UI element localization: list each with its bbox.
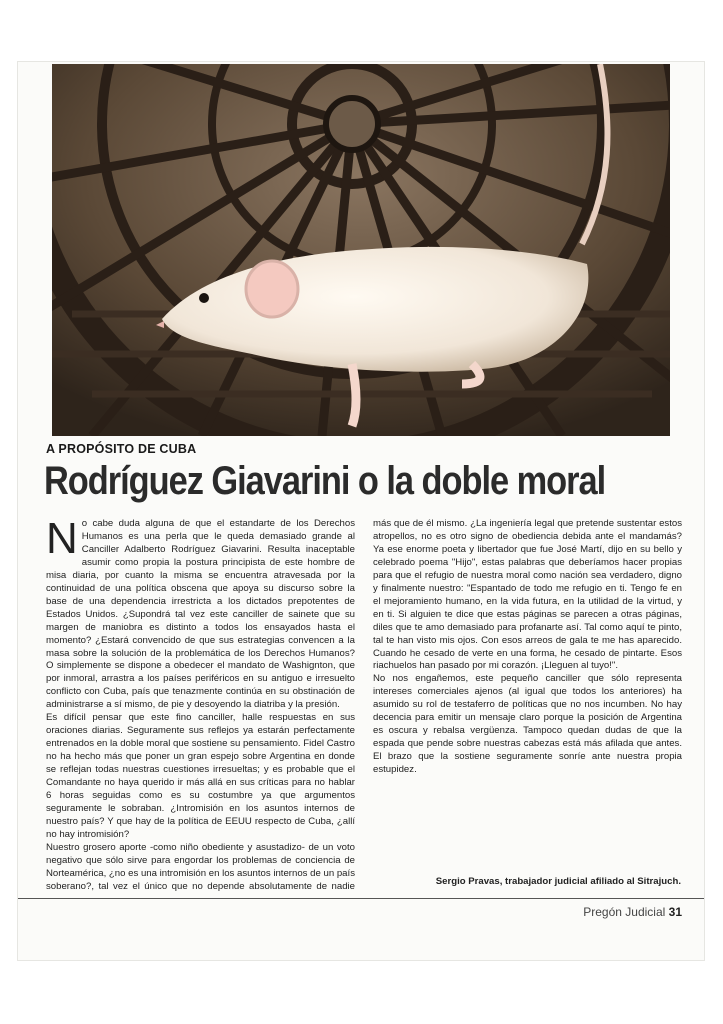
page-number: 31: [668, 905, 682, 919]
article-headline: Rodríguez Giavarini o la doble moral: [44, 459, 606, 503]
page-footer: [583, 905, 682, 919]
mouse-in-wheel-illustration: [52, 64, 670, 436]
paragraph: Nuestro grosero aporte -como niño obediente y asustadizo- de un voto negativo que sólo sirve para engordar los problemas de conciencia de Norteamérica, ¿no es una intromisión en los asuntos internos de un país soberano?, tal vez el único que no depende absolutamente de nadie más que de él mismo. ¿La ingeniería legal que pretende sustentar estos atropellos, no es otro signo de obediencia debida ante el mandamás? Ya ese enorme poeta y libertador que fue José Martí, dijo en su bello y celebrado poema "Hijo", estas palabras que deberíamos hacer propias para que el refugio de nuestra moral como nación sea verdadero, digno y finalmente nuestro: "Espantado de todo me refugio en ti. Tengo fe en el mejoramiento humano, en la vida futura, en la utilidad de la virtud, y en ti. Si alguien te dice que estas páginas se parecen a otras páginas, diles que te amo demasiado para profanarte así. Tal como aquí te pinto, tal te han visto mis ojos. Con esos arreos de gala te me has aparecido. Cuando he cesado de verte en una forma, he cesado de pintarte. Esos riachuelos han pasado por mi corazón. ¡Lleguen al tuyo!".: [46, 518, 682, 892]
lead-paragraph: [46, 514, 355, 712]
author-signature: Sergio Pravas, trabajador judicial afiliado al Sitrajuch.: [435, 876, 681, 887]
paragraph: No nos engañemos, este pequeño canciller que sólo representa intereses comerciales ajenos (al igual que todos los anteriores) ha asumido su rol de testaferro de políticas que no nos incumben. No hay decencia para emitir un mensaje claro porque la posición de Argentina es oscura y rebalsa vergüenza. Tampoco quedan dudas de que la espada que pende sobre nuestras cabezas está más afilada que antes. El brazo que la sostiene seguramente sonríe ante nuestra propia estupidez.: [373, 673, 682, 776]
paragraph: Es difícil pensar que este fino canciller, halle respuestas en sus oraciones diarias. Seguramente sus reflejos ya estarán perfectamente entrenados en la doble moral que sostiene su pensamiento. Fidel Castro no ha hecho más que poner un gran espejo sobre Argentina en donde se reflejan todas nuestras cuestiones irresueltas; y es probable que el Comandante no haya querido ir más allá en sus críticas para no hablar 6 horas seguidas como es su costumbre ya que argumentos seguramente le sobraban. ¿Intromisión en los asuntos internos de nuestro país? Y que hay de la política de EEUU respecto de Cuba, ¿allí no hay intromisión?: [46, 712, 355, 840]
publication-name: Pregón Judicial: [583, 905, 666, 919]
magazine-page: [18, 62, 704, 960]
footer-divider: [18, 898, 704, 899]
lead-text: o cabe duda alguna de que el estandarte de los Derechos Humanos es una perla que le queda demasiado grande al Canciller Adalberto Rodríguez Giavarini. Resulta inaceptable asumir como propia la postura principista de este hombre de misa diaria, por cuanto la misma se encuentra atravesada por la continuidad de una política obscena que apoya su discurso sobre la base de una dependencia irrestricta a los dictados prepotentes de Estados Unidos. ¿Supondrá tal vez este canciller de sainete que su margen de maniobra es distinto a todos los ensayados hasta el momento? ¿Estará convencido de que sus estrategias convencen a la masa sobre la solución de la problemática de los Derechos Humanos? O simplemente se dispone a obedecer el mandato de Washignton, que por inmoral, arrastra a los países periféricos en su antiguo e irresuelto conflicto con Cuba, país que tenazmente continúa en su obstinación de administrarse a sí mismo, de pie y desoyendo la diatriba y la presión.: [46, 518, 355, 711]
mouse-wheel-photo: [52, 64, 670, 436]
drop-cap: N: [46, 514, 78, 563]
article-body: [46, 514, 682, 894]
section-kicker: A PROPÓSITO DE CUBA: [46, 442, 197, 456]
